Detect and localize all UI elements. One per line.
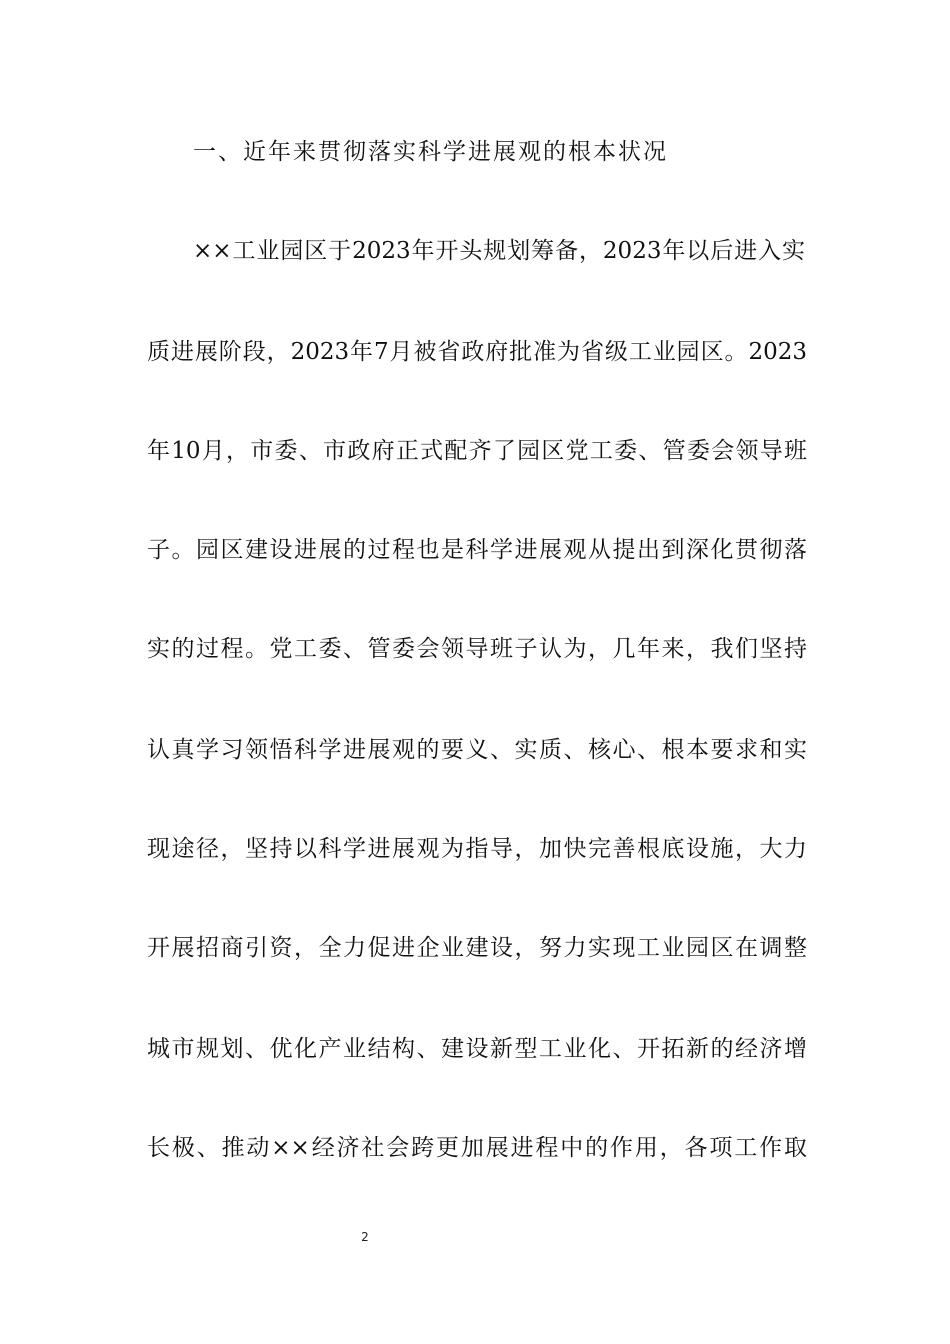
paragraph-line-3: 年10月，市委、市政府正式配齐了园区党工委、管委会领导班: [147, 438, 807, 464]
paragraph-line-10: 长极、推动××经济社会跨更加展进程中的作用，各项工作取: [147, 1135, 807, 1161]
paragraph-line-1: ××工业园区于2023年开头规划筹备，2023年以后进入实: [193, 238, 805, 264]
paragraph-line-9: 城市规划、优化产业结构、建设新型工业化、开拓新的经济增: [147, 1036, 807, 1062]
section-heading: 一、近年来贯彻落实科学进展观的根本状况: [193, 139, 668, 165]
page-number: 2: [361, 1230, 369, 1244]
paragraph-line-7: 现途径，坚持以科学进展观为指导，加快完善根底设施，大力: [147, 836, 807, 862]
paragraph-line-6: 认真学习领悟科学进展观的要义、实质、核心、根本要求和实: [147, 737, 807, 763]
paragraph-line-2: 质进展阶段，2023年7月被省政府批准为省级工业园区。2023: [147, 339, 807, 365]
paragraph-line-4: 子。园区建设进展的过程也是科学进展观从提出到深化贯彻落: [147, 537, 807, 563]
paragraph-line-5: 实的过程。党工委、管委会领导班子认为，几年来，我们坚持: [147, 636, 807, 662]
paragraph-line-8: 开展招商引资，全力促进企业建设，努力实现工业园区在调整: [147, 935, 807, 961]
